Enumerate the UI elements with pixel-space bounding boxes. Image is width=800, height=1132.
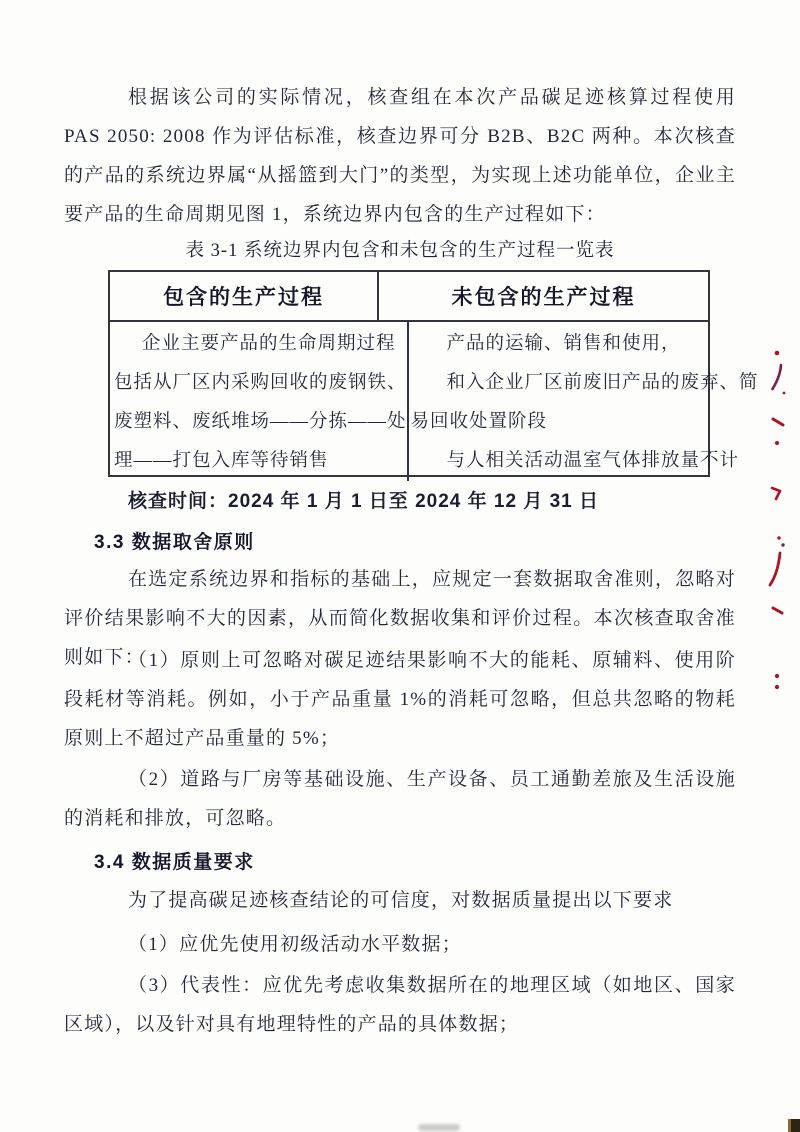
- red-mark-dot: [781, 543, 784, 546]
- table-header-row: [110, 272, 708, 322]
- section-3-3-item-1: （1）原则上可忽略对碳足迹结果影响不大的能耗、原辅料、使用阶段耗材等消耗。例如，小于产品重量 1%的消耗可忽略，但总共忽略的物耗原则上不超过产品重量的 5%；: [64, 650, 736, 749]
- production-process-table: [108, 270, 759, 477]
- excluded-line: 和入企业厂区前废旧产品的废弃、简: [446, 373, 759, 393]
- verification-time-line: 核查时间：2024 年 1 月 1 日至 2024 年 12 月 31 日: [128, 491, 600, 512]
- excluded-line: 与人相关活动温室气体排放量不计: [446, 451, 740, 471]
- included-line: 理——打包入库等待销售: [114, 451, 329, 471]
- section-3-3-heading: 3.3 数据取舍原则: [94, 532, 255, 553]
- red-annotation-marks: [760, 340, 800, 700]
- red-mark-angle: [772, 488, 780, 499]
- included-line: 废塑料、废纸堆场——分拣——处: [114, 412, 407, 432]
- red-mark-dot: [775, 351, 780, 356]
- red-mark-tick: [773, 419, 783, 425]
- section-3-3-intro-paragraph: 在选定系统边界和指标的基础上，应规定一套数据取舍准则，忽略对评价结果影响不大的因素，从而简化数据收集和评价过程。本次核查取舍准则如下：: [64, 569, 736, 668]
- intro-paragraph: 根据该公司的实际情况，核查组在本次产品碳足迹核算过程使用 PAS 2050: 2008 作为评估标准，核查边界可分 B2B、B2C 两种。本次核查的产品的系统边界属“从摇篮到大门”的类型，为实现上述功能单位，企业主要产品的生命周期见图 1，系统边界内包含的生产过程如下：: [64, 87, 736, 225]
- excluded-cell: [409, 322, 759, 481]
- included-line: 企业主要产品的生命周期过程: [142, 334, 396, 354]
- excluded-header-cell: 未包含的生产过程: [451, 286, 636, 309]
- table-caption: 表 3-1 系统边界内包含和未包含的生产过程一览表: [185, 241, 615, 261]
- section-3-4-heading: 3.4 数据质量要求: [94, 852, 255, 873]
- scan-corner-artifact: [788, 1119, 800, 1132]
- red-mark-dot: [775, 674, 779, 678]
- scan-smudge-artifact: [418, 1124, 460, 1131]
- red-mark-dot: [775, 441, 779, 445]
- red-mark-dot: [777, 536, 780, 539]
- red-mark-slash: [773, 365, 782, 389]
- section-3-4-item-1: （1）应优先使用初级活动水平数据；: [128, 934, 462, 955]
- included-header-cell: 包含的生产过程: [110, 272, 379, 320]
- excluded-line: 产品的运输、销售和使用，: [446, 334, 681, 354]
- red-mark-tick: [773, 608, 782, 613]
- included-cell: [110, 322, 409, 481]
- section-3-4-intro-paragraph: 为了提高碳足迹核查结论的可信度，对数据质量提出以下要求: [128, 890, 674, 911]
- red-mark-dot: [783, 392, 786, 395]
- section-3-3-item-2: （2）道路与厂房等基础设施、生产设备、员工通勤差旅及生活设施的消耗和排放，可忽略。: [64, 769, 736, 829]
- red-mark-dot: [775, 685, 779, 689]
- section-3-4-item-3: （3）代表性：应优先考虑收集数据所在的地理区域（如地区、国家区域），以及针对具有地理特性的产品的具体数据；: [64, 975, 736, 1035]
- excluded-line: 易回收处置阶段: [410, 412, 548, 432]
- red-mark-curve: [770, 553, 780, 585]
- table-body-row: [110, 322, 759, 481]
- included-line: 包括从厂区内采购回收的废钢铁、: [114, 373, 407, 393]
